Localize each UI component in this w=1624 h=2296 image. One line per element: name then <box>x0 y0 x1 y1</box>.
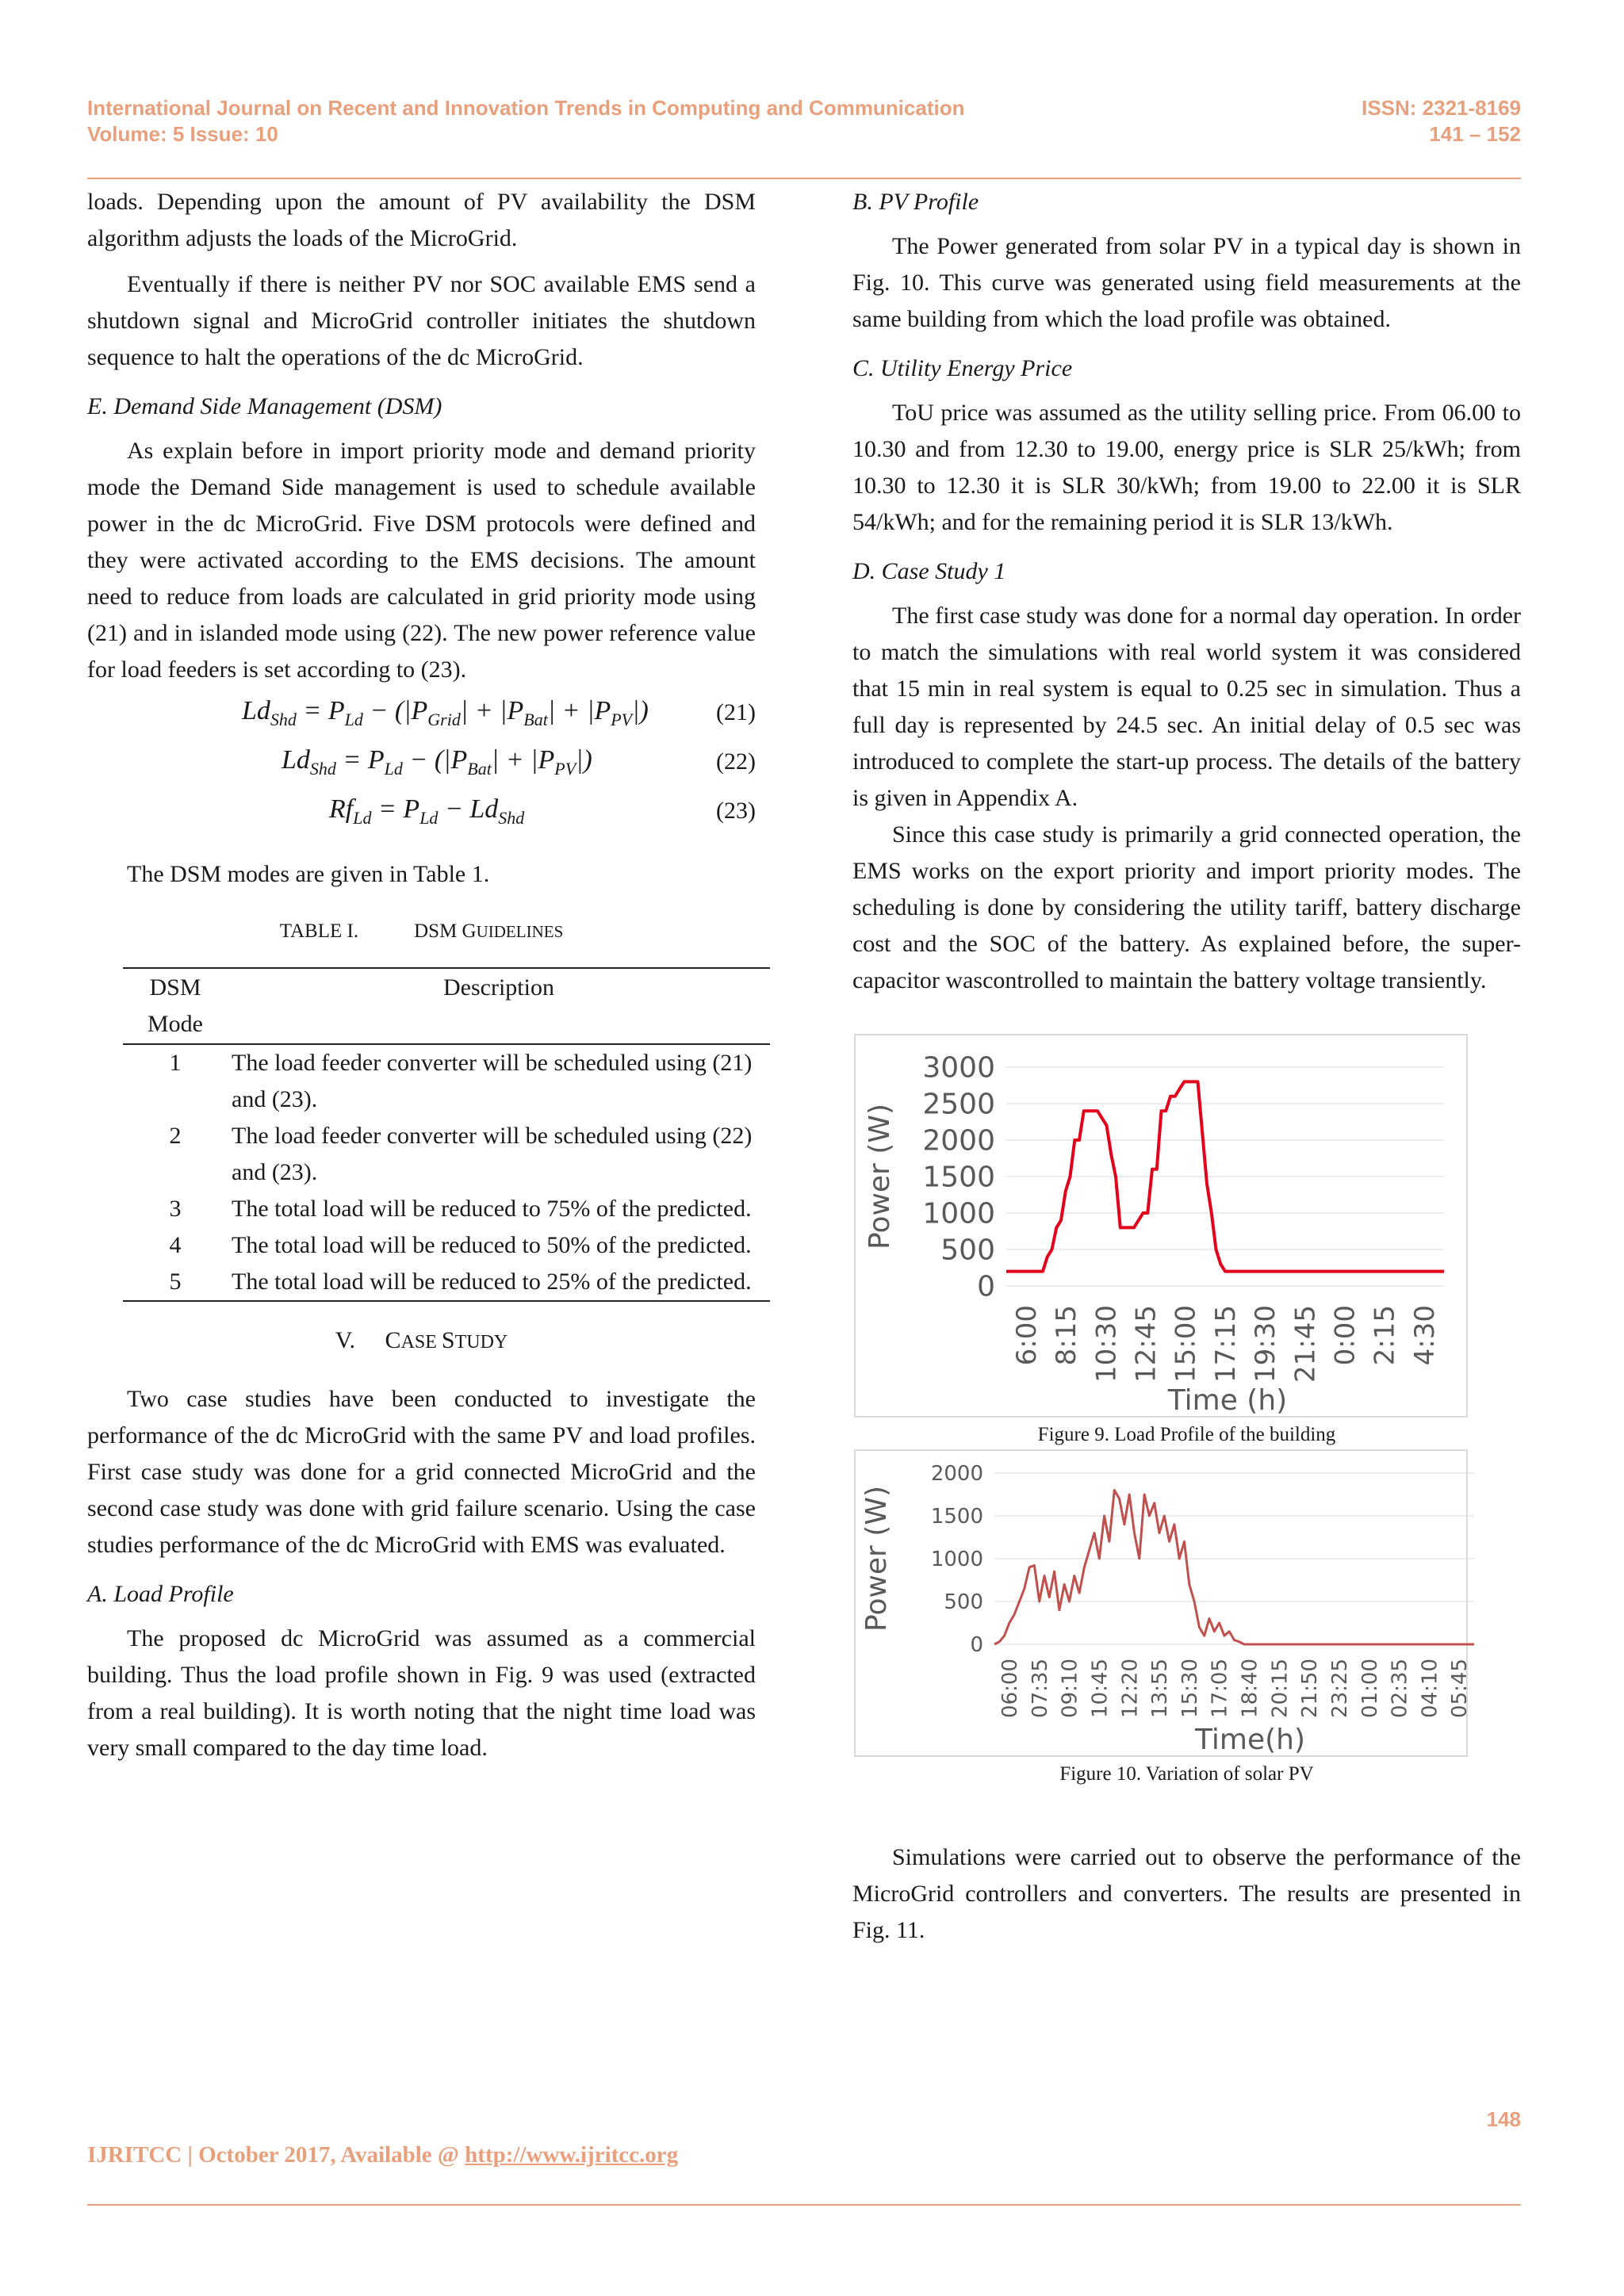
x-tick-label: 17:05 <box>1208 1659 1232 1718</box>
solar-pv-chart <box>856 1451 1473 1756</box>
paragraph: Eventually if there is neither PV nor SOC available EMS send a shutdown signal and MicroGrid controller initiates the shutdown sequence to halt the operations of the dc MicroGrid. <box>87 271 756 370</box>
footer <box>87 2142 678 2168</box>
section-heading-a: A. Load Profile <box>87 1581 234 1607</box>
x-tick-label: 07:35 <box>1028 1659 1052 1718</box>
x-tick-label: 18:40 <box>1238 1659 1262 1718</box>
issn: ISSN: 2321-8169 <box>1362 96 1521 120</box>
x-tick-label: 0:00 <box>1329 1305 1362 1366</box>
section-heading-v <box>87 1322 756 1360</box>
section-title-ase: ASE <box>400 1332 442 1353</box>
x-tick-label: 02:35 <box>1388 1659 1412 1718</box>
x-tick-label: 10:45 <box>1088 1659 1113 1718</box>
paragraph: The first case study was done for a normal day operation. In order to match the simulations with real world system it was considered that 15 min in real system is equal to 0.25 sec in simulation. Thus a full day is represented by 24.5 sec. An initial delay of 0.5 sec was introduced to complete the start-up process. The details of the battery is given in Appendix A. <box>852 603 1521 811</box>
x-tick-label: 2:15 <box>1369 1305 1401 1366</box>
x-tick-label: 23:25 <box>1327 1659 1352 1718</box>
table-title-first: DSM G <box>414 920 477 942</box>
y-tick-label: 2000 <box>930 1462 983 1487</box>
y-tick-label: 0 <box>977 1270 995 1303</box>
x-axis-title: Time (h) <box>1167 1384 1288 1417</box>
y-tick-label: 1500 <box>922 1161 995 1194</box>
dsm-table <box>123 967 770 1302</box>
journal-name: International Journal on Recent and Innovation Trends in Computing and Communication <box>87 96 965 120</box>
table-title-rest: UIDELINES <box>476 922 564 941</box>
left-column <box>87 184 756 1766</box>
equation-number: (21) <box>716 699 756 725</box>
th-description: Description <box>443 974 554 1001</box>
x-tick-label: 8:15 <box>1051 1305 1083 1366</box>
x-tick-label: 09:10 <box>1058 1659 1082 1718</box>
volume-issue: Volume: 5 Issue: 10 <box>87 122 278 146</box>
section-number: V. <box>335 1327 356 1353</box>
section-title-tudy: TUDY <box>454 1332 508 1353</box>
paragraph: loads. Depending upon the amount of PV availability the DSM algorithm adjusts the loads of the MicroGrid. <box>87 189 756 251</box>
y-tick-label: 1000 <box>930 1548 983 1572</box>
x-tick-label: 05:45 <box>1448 1659 1473 1718</box>
x-tick-label: 15:00 <box>1170 1305 1202 1383</box>
table-row <box>123 1191 770 1227</box>
cell-desc: The total load will be reduced to 75% of the predicted. <box>232 1196 752 1222</box>
table-row <box>123 1227 770 1264</box>
section-title-c: C <box>385 1327 401 1353</box>
equation-number: (23) <box>716 798 756 824</box>
paragraph: Two case studies have been conducted to investigate the performance of the dc MicroGrid with the same PV and load profiles. First case study was done for a grid connected MicroGrid and the second case study was done with grid failure scenario. Using the case studies performance of the dc MicroGrid with EMS was evaluated. <box>87 1386 756 1558</box>
paragraph: ToU price was assumed as the utility selling price. From 06.00 to 10.30 and from 12.30 to 19.00, energy price is SLR 25/kWh; from 10.30 to 12.30 it is SLR 30/kWh; from 19.00 to 22.00 it is SLR 54/kWh; and for the remaining period it is SLR 13/kWh. <box>852 400 1521 535</box>
y-tick-label: 500 <box>940 1234 995 1267</box>
equation-23: $Rf_{Ld} = P_{Ld} - Ld_{Shd}$ (23) <box>87 786 756 836</box>
x-tick-label: 20:15 <box>1268 1659 1293 1718</box>
equation-22: $Ld_{Shd} = P_{Ld} - (|P_{Bat}| + |P_{PV}|)$ (22) <box>87 737 756 786</box>
cell-mode: 4 <box>169 1232 182 1258</box>
figure-10-caption: Figure 10. Variation of solar PV <box>1059 1763 1314 1785</box>
x-tick-label: 01:00 <box>1358 1659 1382 1718</box>
paragraph: The DSM modes are given in Table 1. <box>127 861 490 887</box>
x-tick-label: 12:45 <box>1130 1305 1162 1383</box>
y-tick-label: 2000 <box>922 1124 995 1158</box>
header-rule <box>87 178 1521 179</box>
table-row <box>123 1264 770 1301</box>
running-header-left <box>87 95 965 147</box>
y-tick-label: 1000 <box>922 1197 995 1230</box>
table-row <box>123 1044 770 1118</box>
y-axis-title: Power (W) <box>860 1486 893 1632</box>
y-tick-label: 3000 <box>922 1051 995 1085</box>
section-heading-d: D. Case Study 1 <box>852 558 1006 584</box>
paragraph: The proposed dc MicroGrid was assumed as a commercial building. Thus the load profile shown in Fig. 9 was used (extracted from a real building). It is worth noting that the night time load was very small compared to the day time load. <box>87 1625 756 1761</box>
running-header-right <box>1362 95 1521 147</box>
series-line <box>994 1490 1474 1644</box>
x-tick-label: 6:00 <box>1010 1305 1043 1366</box>
cell-desc: The total load will be reduced to 50% of the predicted. <box>232 1232 752 1258</box>
cell-desc: The load feeder converter will be scheduled using (22) and (23). <box>232 1123 753 1185</box>
figure-10-frame <box>854 1449 1473 1757</box>
x-tick-label: 4:30 <box>1408 1305 1441 1366</box>
footer-rule <box>87 2204 1521 2206</box>
paragraph: Since this case study is primarily a grid connected operation, the EMS works on the export priority and import priority modes. The scheduling is done by considering the utility tariff, battery discharge cost and the SOC of the battery. As explained before, the super-capacitor wascontrolled to maintain the battery voltage transiently. <box>852 821 1521 993</box>
equation-21: $Ld_{Shd} = P_{Ld} - (|P_{Grid}| + |P_{Bat}| + |P_{PV}|)$ (21) <box>87 688 756 737</box>
cell-desc: The load feeder converter will be scheduled using (21) and (23). <box>232 1050 753 1112</box>
x-tick-label: 19:30 <box>1250 1305 1282 1383</box>
figure-9-frame <box>854 1034 1468 1418</box>
cell-mode: 5 <box>169 1269 182 1295</box>
paragraph: The Power generated from solar PV in a typical day is shown in Fig. 10. This curve was generated using field measurements at the same building from which the load profile was obtained. <box>852 233 1521 332</box>
page-number: 148 <box>1486 2107 1521 2131</box>
x-tick-label: 17:15 <box>1209 1305 1242 1383</box>
th-mode: DSM Mode <box>147 974 203 1037</box>
footer-link[interactable]: http://www.ijritcc.org <box>465 2142 679 2168</box>
table-row <box>123 1118 770 1191</box>
footer-text: IJRITCC | October 2017, Available @ <box>87 2142 465 2168</box>
paragraph: As explain before in import priority mode and demand priority mode the Demand Side management is used to schedule available power in the dc MicroGrid. Five DSM protocols were defined and they were activated according to the EMS decisions. The amount need to reduce from loads are calculated in grid priority mode using (21) and in islanded mode using (22). The new power reference value for load feeders is set according to (23). <box>87 438 756 683</box>
cell-desc: The total load will be reduced to 25% of the predicted. <box>232 1269 752 1295</box>
x-tick-label: 15:30 <box>1178 1659 1202 1718</box>
y-tick-label: 0 <box>970 1633 983 1658</box>
equation-number: (22) <box>716 748 756 775</box>
section-title-s: S <box>441 1327 455 1353</box>
x-tick-label: 04:10 <box>1418 1659 1442 1718</box>
cell-mode: 2 <box>169 1123 182 1149</box>
x-axis-title: Time(h) <box>1194 1724 1306 1756</box>
y-tick-label: 1500 <box>930 1505 983 1529</box>
section-heading-b: B. PV Profile <box>852 189 979 215</box>
cell-mode: 1 <box>169 1050 182 1076</box>
x-tick-label: 10:30 <box>1090 1305 1123 1383</box>
x-tick-label: 06:00 <box>998 1659 1023 1718</box>
y-axis-title: Power (W) <box>864 1104 896 1249</box>
paragraph: Simulations were carried out to observe the performance of the MicroGrid controllers and converters. The results are presented in Fig. 11. <box>852 1844 1521 1943</box>
x-tick-label: 21:45 <box>1289 1305 1322 1383</box>
table-label: TABLE I. <box>279 920 359 942</box>
right-column <box>852 184 1521 1949</box>
x-tick-label: 21:50 <box>1298 1659 1323 1718</box>
load-profile-chart <box>856 1035 1466 1416</box>
table-caption <box>87 913 756 950</box>
page-range: 141 – 152 <box>1429 122 1521 146</box>
x-tick-label: 12:20 <box>1118 1659 1143 1718</box>
section-heading-e: E. Demand Side Management (DSM) <box>87 393 442 419</box>
x-tick-label: 13:55 <box>1148 1659 1173 1718</box>
table-header-row <box>123 968 770 1044</box>
y-tick-label: 500 <box>944 1590 983 1615</box>
y-tick-label: 2500 <box>922 1088 995 1121</box>
section-heading-c: C. Utility Energy Price <box>852 355 1073 381</box>
cell-mode: 3 <box>169 1196 182 1222</box>
figure-9-caption: Figure 9. Load Profile of the building <box>1037 1424 1336 1445</box>
